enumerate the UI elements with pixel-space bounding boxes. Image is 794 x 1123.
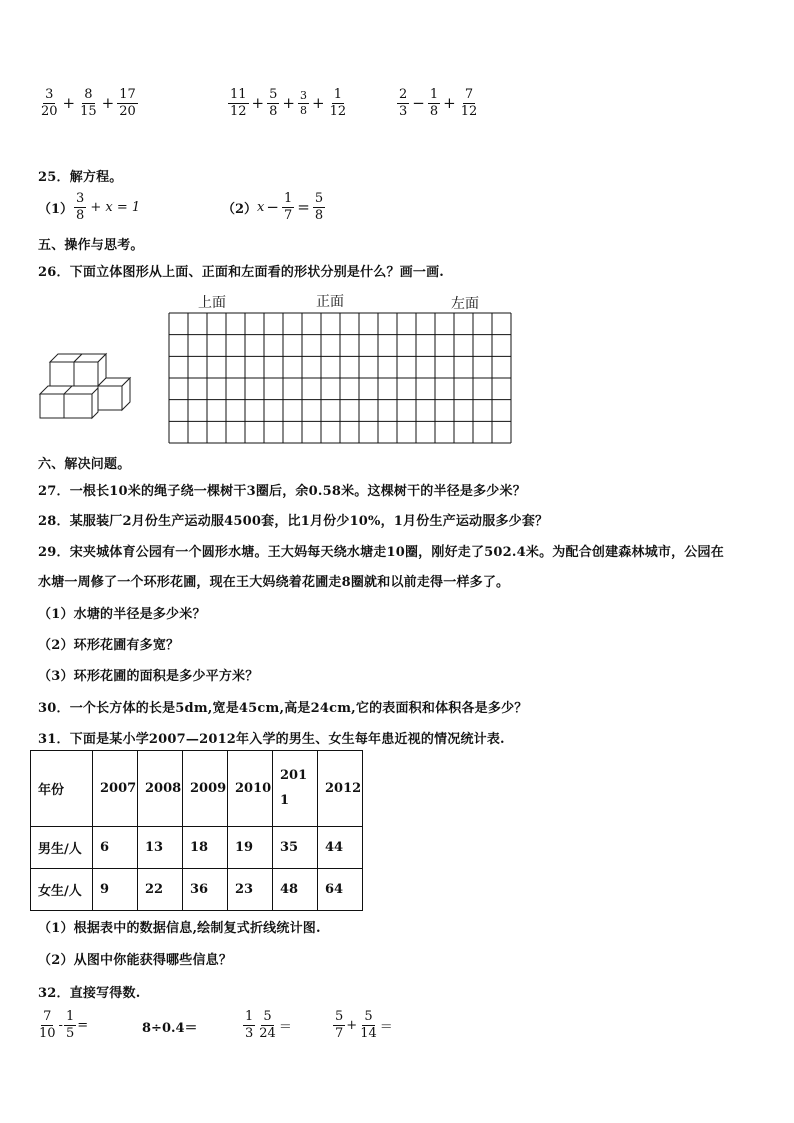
fraction: $\frac{5}{8}$ xyxy=(314,191,324,223)
q32-expr-1: $\frac{7}{10}$ - $\frac{1}{5}$ = xyxy=(39,1009,89,1041)
fraction: $\frac{1}{5}$ xyxy=(65,1009,75,1041)
fraction: $\frac{1}{8}$ xyxy=(429,87,439,119)
table-cell: 年份 xyxy=(31,751,93,827)
table-cell: 44 xyxy=(318,827,363,869)
q25-title: 25．解方程。 xyxy=(38,170,123,185)
table-cell: 64 xyxy=(318,869,363,911)
label-front-view: 正面 xyxy=(316,294,344,310)
q28: 28．某服装厂2月份生产运动服4500套，比1月份少10%，1月份生产运动服多少套？ xyxy=(38,514,549,529)
label-left-view: 左面 xyxy=(451,296,479,312)
fraction: $\frac{7}{12}$ xyxy=(460,87,478,119)
q26-title: 26．下面立体图形从上面、正面和左面看的形状分别是什么？画一画. xyxy=(38,265,445,280)
cube-figure xyxy=(36,350,136,422)
table-cell: 9 xyxy=(93,869,138,911)
fraction: $\frac{5}{14}$ xyxy=(360,1009,377,1041)
table-cell: 201 1 xyxy=(273,751,318,827)
section-5-heading: 五、操作与思考。 xyxy=(38,238,144,253)
q32-expr-2: 8÷0.4＝ xyxy=(142,1021,198,1036)
fraction: $\frac{3}{20}$ xyxy=(41,87,58,119)
q32-title: 32．直接写得数. xyxy=(38,986,141,1001)
fraction: $\frac{3}{8}$ xyxy=(76,191,85,223)
q32-expr-3: $\frac{1}{3}$ $\frac{5}{24}$ ＝ xyxy=(245,1009,292,1041)
table-cell: 2010 xyxy=(228,751,273,827)
table-cell: 6 xyxy=(93,827,138,869)
q29-sub2: （2）环形花圃有多宽？ xyxy=(38,638,180,653)
table-cell: 18 xyxy=(183,827,228,869)
fraction: $\frac{5}{24}$ xyxy=(259,1009,276,1041)
fraction: $\frac{3}{8}$ xyxy=(299,89,307,117)
table-cell: 19 xyxy=(228,827,273,869)
table-cell: 48 xyxy=(273,869,318,911)
expression-1: $\frac{3}{20}$ + $\frac{8}{15}$ + $\frac{17}{20}$ xyxy=(41,87,136,119)
expression-2: $\frac{11}{12}$ + $\frac{5}{8}$ + $\frac{3}{8}$ + $\frac{1}{12}$ xyxy=(230,87,347,119)
fraction: $\frac{2}{3}$ xyxy=(399,87,408,119)
fraction: $\frac{11}{12}$ xyxy=(230,87,247,119)
q29-sub3: （3）环形花圃的面积是多少平方米？ xyxy=(38,669,259,684)
drawing-grid[interactable] xyxy=(168,312,512,444)
table-cell: 35 xyxy=(273,827,318,869)
q31-title: 31．下面是某小学2007—2012年入学的男生、女生每年患近视的情况统计表. xyxy=(38,732,505,747)
stats-table xyxy=(30,750,363,911)
fraction: $\frac{1}{12}$ xyxy=(329,87,347,119)
fraction: $\frac{7}{10}$ xyxy=(39,1009,56,1041)
expression-3: $\frac{2}{3}$ − $\frac{1}{8}$ + $\frac{7}{12}$ xyxy=(399,87,478,119)
table-cell: 22 xyxy=(138,869,183,911)
q31-sub2: （2）从图中你能获得哪些信息？ xyxy=(38,953,233,968)
table-cell: 女生/人 xyxy=(31,869,93,911)
fraction: $\frac{5}{7}$ xyxy=(335,1009,344,1041)
label-top-view: 上面 xyxy=(198,295,226,311)
q25-part1: （1） $\frac{3}{8}$ + x = 1 xyxy=(38,191,141,223)
table-cell: 2008 xyxy=(138,751,183,827)
table-cell: 2007 xyxy=(93,751,138,827)
table-cell: 2009 xyxy=(183,751,228,827)
table-cell: 36 xyxy=(183,869,228,911)
table-cell: 2012 xyxy=(318,751,363,827)
q25-part2: （2） x − $\frac{1}{7}$ = $\frac{5}{8}$ xyxy=(222,191,324,223)
fraction: $\frac{8}{15}$ xyxy=(80,87,97,119)
q31-sub1: （1）根据表中的数据信息,绘制复式折线统计图. xyxy=(38,921,321,936)
q29-sub1: （1）水塘的半径是多少米？ xyxy=(38,607,206,622)
q29-line1: 29．宋夹城体育公园有一个圆形水塘。王大妈每天绕水塘走10圈，刚好走了502.4米。为配合创建森林城市，公园在 xyxy=(38,545,724,560)
q29-line2: 水塘一周修了一个环形花圃，现在王大妈绕着花圃走8圈就和以前走得一样多了。 xyxy=(38,575,510,590)
table-cell: 23 xyxy=(228,869,273,911)
table-row xyxy=(31,827,363,869)
table-cell: 13 xyxy=(138,827,183,869)
q27: 27．一根长10米的绳子绕一棵树干3圈后，余0.58米。这棵树干的半径是多少米？ xyxy=(38,484,526,499)
fraction: $\frac{17}{20}$ xyxy=(119,87,136,119)
table-cell: 男生/人 xyxy=(31,827,93,869)
table-row xyxy=(31,869,363,911)
table-row xyxy=(31,751,363,827)
q30: 30．一个长方体的长是5dm,宽是45cm,高是24cm,它的表面积和体积各是多少？ xyxy=(38,701,528,716)
fraction: $\frac{1}{3}$ xyxy=(245,1009,254,1041)
fraction: $\frac{5}{8}$ xyxy=(269,87,278,119)
section-6-heading: 六、解决问题。 xyxy=(38,457,131,472)
fraction: $\frac{1}{7}$ xyxy=(283,191,293,223)
q32-expr-4: $\frac{5}{7}$ + $\frac{5}{14}$ ＝ xyxy=(335,1009,393,1041)
